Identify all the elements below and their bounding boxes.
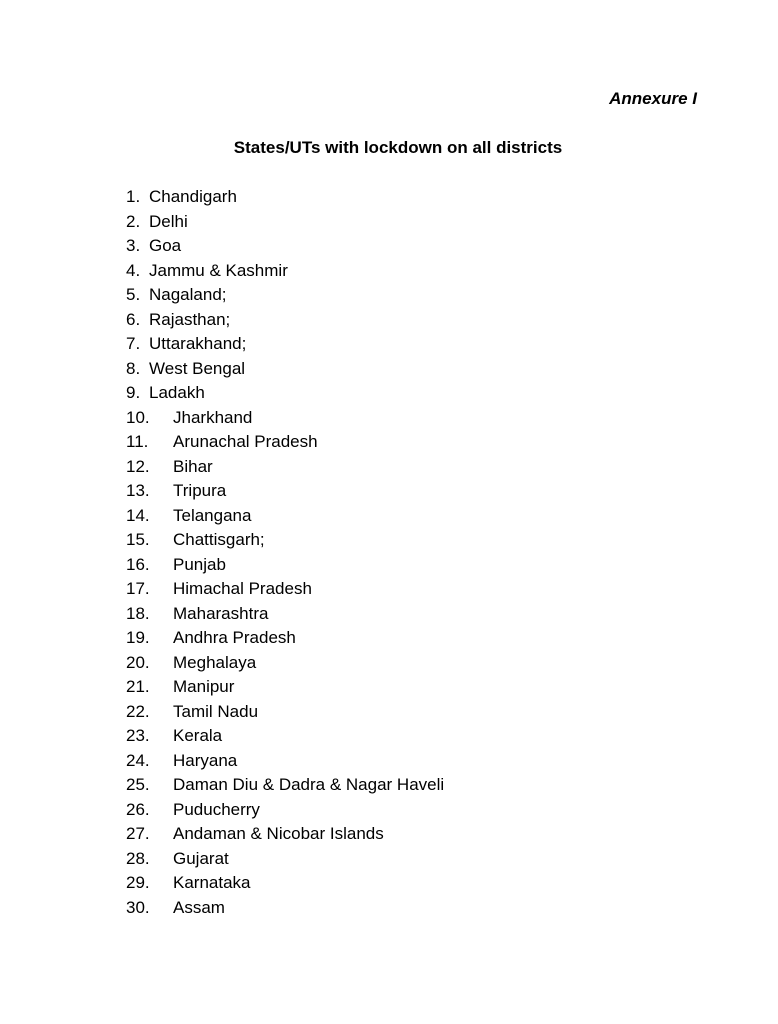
list-item — [0, 332, 778, 357]
item-number: 24. — [126, 750, 150, 770]
state-name: Andaman & Nicobar Islands — [173, 824, 384, 843]
item-number: 11. — [126, 432, 149, 451]
state-name: Kerala — [173, 726, 223, 745]
item-number: 27. — [126, 824, 150, 843]
annexure-label: Annexure I — [609, 89, 697, 108]
list-item — [0, 651, 778, 676]
list-item — [0, 773, 778, 798]
page-title: States/UTs with lockdown on all districts — [233, 138, 563, 157]
list-item — [0, 234, 778, 259]
list-item — [0, 700, 778, 725]
list-item — [0, 798, 778, 823]
list-item — [0, 308, 778, 333]
item-number: 15. — [126, 530, 150, 549]
state-name: Himachal Pradesh — [173, 579, 312, 598]
item-number: 22. — [126, 701, 150, 721]
state-name: Jharkhand — [173, 407, 253, 427]
state-name: Karnataka — [173, 873, 251, 892]
state-name: Ladakh — [149, 383, 205, 402]
state-name: Puducherry — [173, 799, 260, 819]
list-item — [0, 259, 778, 284]
state-name: Goa — [149, 236, 182, 255]
list-item — [0, 406, 778, 431]
list-item — [0, 430, 778, 455]
item-number: 13. — [126, 481, 150, 500]
item-number: 16. — [126, 554, 150, 574]
state-name: Daman Diu & Dadra & Nagar Haveli — [173, 775, 445, 794]
state-name: Gujarat — [173, 848, 229, 868]
state-name: Maharashtra — [173, 603, 269, 623]
item-number: 14. — [126, 505, 150, 525]
state-name: Chandigarh — [149, 187, 237, 206]
list-item — [0, 357, 778, 382]
state-name: Andhra Pradesh — [173, 628, 296, 647]
state-list — [0, 185, 778, 920]
state-name: Arunachal Pradesh — [173, 432, 318, 451]
state-name: Assam — [173, 897, 225, 917]
state-name: Punjab — [173, 554, 226, 574]
list-item — [0, 577, 778, 602]
item-number: 25. — [126, 775, 150, 794]
item-number: 21. — [126, 677, 150, 696]
list-item — [0, 455, 778, 480]
list-item — [0, 896, 778, 921]
list-item — [0, 381, 778, 406]
state-name: West Bengal — [149, 358, 246, 378]
state-name: Jammu & Kashmir — [149, 260, 288, 280]
item-number: 12. — [126, 456, 150, 476]
item-number: 6. — [126, 309, 141, 329]
list-item — [0, 675, 778, 700]
item-number: 28. — [126, 848, 150, 868]
state-name: Tamil Nadu — [173, 701, 259, 721]
item-number: 3. — [126, 236, 141, 255]
item-number: 9. — [126, 383, 141, 402]
list-item — [0, 528, 778, 553]
item-number: 30. — [126, 897, 150, 917]
state-name: Delhi — [149, 211, 188, 231]
item-number: 20. — [126, 652, 150, 672]
item-number: 4. — [126, 260, 141, 280]
item-number: 1. — [126, 187, 141, 206]
list-item — [0, 479, 778, 504]
list-item — [0, 749, 778, 774]
list-item — [0, 626, 778, 651]
list-item — [0, 871, 778, 896]
list-item — [0, 283, 778, 308]
item-number: 5. — [126, 285, 141, 304]
item-number: 18. — [126, 603, 150, 623]
item-number: 23. — [126, 726, 150, 745]
state-name: Telangana — [173, 505, 252, 525]
state-name: Uttarakhand; — [149, 334, 247, 353]
state-name: Bihar — [173, 456, 213, 476]
item-number: 17. — [126, 579, 150, 598]
state-name: Meghalaya — [173, 652, 257, 672]
state-name: Chattisgarh; — [173, 530, 265, 549]
list-item — [0, 185, 778, 210]
state-name: Haryana — [173, 750, 238, 770]
list-item — [0, 553, 778, 578]
list-item — [0, 847, 778, 872]
item-number: 29. — [126, 873, 150, 892]
list-item — [0, 822, 778, 847]
item-number: 19. — [126, 628, 150, 647]
item-number: 8. — [126, 358, 141, 378]
state-name: Manipur — [173, 677, 235, 696]
list-item — [0, 602, 778, 627]
state-name: Nagaland; — [149, 285, 227, 304]
list-item — [0, 504, 778, 529]
item-number: 26. — [126, 799, 150, 819]
item-number: 7. — [126, 334, 141, 353]
list-item — [0, 210, 778, 235]
item-number: 2. — [126, 211, 141, 231]
list-item — [0, 724, 778, 749]
state-name: Tripura — [173, 481, 227, 500]
state-name: Rajasthan; — [149, 309, 231, 329]
item-number: 10. — [126, 407, 150, 427]
